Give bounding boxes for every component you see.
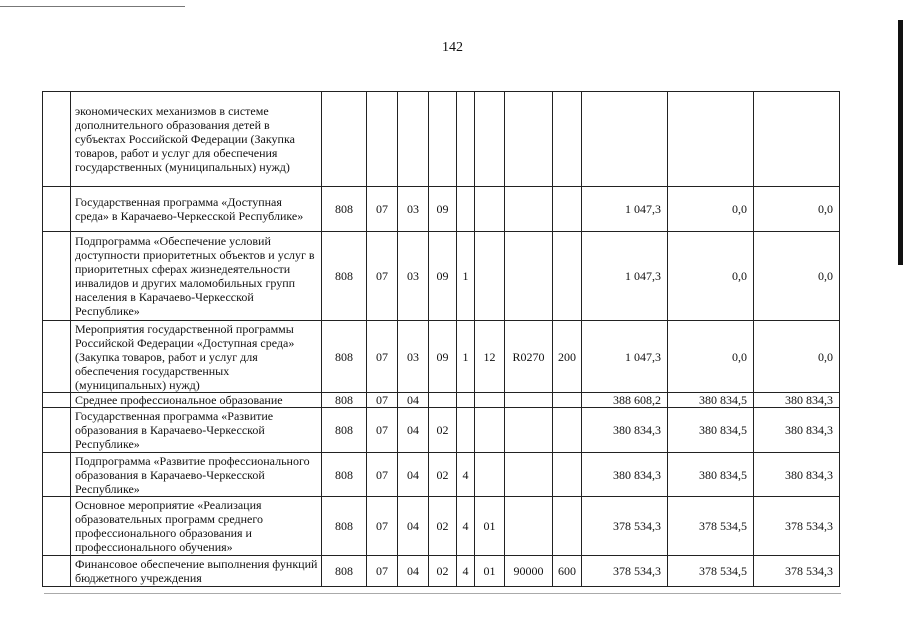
program-code-cell: 09	[429, 187, 457, 232]
blank-cell	[43, 187, 71, 232]
item-name-cell: Подпрограмма «Обеспечение условий доступности приоритетных объектов и услуг в приоритетных сферах жизнедеятельности инвалидов и других маломобильных групп населения в Карачаево-Черкесской Республике»	[71, 232, 322, 321]
table-row	[43, 321, 840, 393]
amount-year3-cell: 0,0	[754, 321, 840, 393]
bottom-rule	[44, 593, 841, 594]
item-name-cell: Мероприятия государственной программы Российской Федерации «Доступная среда» (Закупка товаров, работ и услуг для обеспечения государственных (муниципальных) нужд)	[71, 321, 322, 393]
expense-type-cell	[553, 232, 582, 321]
amount-year2-cell: 0,0	[668, 232, 754, 321]
program-code-cell	[429, 92, 457, 187]
amount-year1-cell: 388 608,2	[582, 393, 668, 408]
ministry-code-cell: 808	[322, 556, 367, 587]
expense-direction-cell	[505, 393, 553, 408]
amount-year1-cell: 378 534,3	[582, 497, 668, 556]
subsection-code-cell: 04	[398, 408, 429, 453]
amount-year2-cell: 380 834,5	[668, 408, 754, 453]
item-name-cell: Государственная программа «Развитие образования в Карачаево-Черкесской Республике»	[71, 408, 322, 453]
amount-year1-cell: 1 047,3	[582, 232, 668, 321]
amount-year3-cell	[754, 92, 840, 187]
subprogram-code-cell	[457, 408, 475, 453]
blank-cell	[43, 453, 71, 497]
main-activity-code-cell: 01	[475, 556, 505, 587]
page-number: 142	[442, 40, 463, 55]
amount-year2-cell: 378 534,5	[668, 556, 754, 587]
table-row	[43, 453, 840, 497]
blank-cell	[43, 556, 71, 587]
main-activity-code-cell	[475, 92, 505, 187]
section-code-cell: 07	[367, 187, 398, 232]
program-code-cell: 02	[429, 556, 457, 587]
amount-year2-cell	[668, 92, 754, 187]
expense-type-cell	[553, 92, 582, 187]
item-name-cell: Среднее профессиональное образование	[71, 393, 322, 408]
blank-cell	[43, 497, 71, 556]
subprogram-code-cell: 4	[457, 497, 475, 556]
expense-direction-cell: 90000	[505, 556, 553, 587]
program-code-cell: 02	[429, 408, 457, 453]
table-row	[43, 408, 840, 453]
main-activity-code-cell	[475, 408, 505, 453]
subsection-code-cell: 04	[398, 453, 429, 497]
expense-direction-cell	[505, 232, 553, 321]
main-activity-code-cell	[475, 232, 505, 321]
subprogram-code-cell	[457, 92, 475, 187]
ministry-code-cell: 808	[322, 393, 367, 408]
program-code-cell: 02	[429, 453, 457, 497]
ministry-code-cell: 808	[322, 232, 367, 321]
section-code-cell: 07	[367, 408, 398, 453]
amount-year3-cell: 0,0	[754, 232, 840, 321]
expense-type-cell	[553, 497, 582, 556]
subprogram-code-cell: 1	[457, 321, 475, 393]
amount-year2-cell: 378 534,5	[668, 497, 754, 556]
main-activity-code-cell: 01	[475, 497, 505, 556]
ministry-code-cell: 808	[322, 408, 367, 453]
expense-direction-cell	[505, 92, 553, 187]
expense-type-cell: 600	[553, 556, 582, 587]
blank-cell	[43, 321, 71, 393]
subsection-code-cell: 04	[398, 393, 429, 408]
item-name-cell: экономических механизмов в системе дополнительного образования детей в субъектах Российской Федерации (Закупка товаров, работ и услуг для обеспечения государственных (муниципальных) нужд)	[71, 92, 322, 187]
amount-year2-cell: 380 834,5	[668, 393, 754, 408]
subsection-code-cell: 04	[398, 556, 429, 587]
blank-cell	[43, 92, 71, 187]
table-row	[43, 556, 840, 587]
amount-year3-cell: 378 534,3	[754, 497, 840, 556]
item-name-cell: Основное мероприятие «Реализация образовательных программ среднего профессионального образования и профессионального обучения»	[71, 497, 322, 556]
expense-type-cell	[553, 453, 582, 497]
table-row	[43, 92, 840, 187]
amount-year1-cell: 380 834,3	[582, 408, 668, 453]
top-rule	[0, 6, 185, 7]
subsection-code-cell: 03	[398, 321, 429, 393]
amount-year1-cell: 1 047,3	[582, 187, 668, 232]
amount-year1-cell: 378 534,3	[582, 556, 668, 587]
section-code-cell: 07	[367, 393, 398, 408]
subprogram-code-cell	[457, 187, 475, 232]
ministry-code-cell: 808	[322, 321, 367, 393]
amount-year1-cell: 1 047,3	[582, 321, 668, 393]
subprogram-code-cell: 4	[457, 453, 475, 497]
amount-year1-cell	[582, 92, 668, 187]
ministry-code-cell: 808	[322, 497, 367, 556]
blank-cell	[43, 393, 71, 408]
section-code-cell: 07	[367, 232, 398, 321]
table-row	[43, 232, 840, 321]
subsection-code-cell	[398, 92, 429, 187]
section-code-cell	[367, 92, 398, 187]
item-name-cell: Государственная программа «Доступная среда» в Карачаево-Черкесской Республике»	[71, 187, 322, 232]
main-activity-code-cell: 12	[475, 321, 505, 393]
expense-direction-cell	[505, 187, 553, 232]
subprogram-code-cell: 4	[457, 556, 475, 587]
table-row	[43, 497, 840, 556]
table-row	[43, 187, 840, 232]
section-code-cell: 07	[367, 453, 398, 497]
amount-year3-cell: 0,0	[754, 187, 840, 232]
main-activity-code-cell	[475, 187, 505, 232]
scan-edge-bar	[898, 20, 903, 265]
amount-year3-cell: 378 534,3	[754, 556, 840, 587]
amount-year3-cell: 380 834,3	[754, 408, 840, 453]
subprogram-code-cell	[457, 393, 475, 408]
amount-year2-cell: 0,0	[668, 187, 754, 232]
main-activity-code-cell	[475, 453, 505, 497]
expense-direction-cell	[505, 453, 553, 497]
expense-type-cell	[553, 393, 582, 408]
budget-table	[42, 91, 840, 587]
item-name-cell: Подпрограмма «Развитие профессионального образования в Карачаево-Черкесской Республике»	[71, 453, 322, 497]
program-code-cell: 09	[429, 321, 457, 393]
table-body	[43, 92, 840, 587]
ministry-code-cell: 808	[322, 187, 367, 232]
table-row	[43, 393, 840, 408]
main-activity-code-cell	[475, 393, 505, 408]
section-code-cell: 07	[367, 556, 398, 587]
ministry-code-cell: 808	[322, 453, 367, 497]
expense-type-cell	[553, 187, 582, 232]
program-code-cell: 02	[429, 497, 457, 556]
amount-year2-cell: 380 834,5	[668, 453, 754, 497]
amount-year3-cell: 380 834,3	[754, 393, 840, 408]
ministry-code-cell	[322, 92, 367, 187]
expense-direction-cell	[505, 497, 553, 556]
program-code-cell: 09	[429, 232, 457, 321]
subprogram-code-cell: 1	[457, 232, 475, 321]
item-name-cell: Финансовое обеспечение выполнения функций бюджетного учреждения	[71, 556, 322, 587]
amount-year2-cell: 0,0	[668, 321, 754, 393]
program-code-cell	[429, 393, 457, 408]
expense-type-cell	[553, 408, 582, 453]
subsection-code-cell: 04	[398, 497, 429, 556]
expense-direction-cell: R0270	[505, 321, 553, 393]
blank-cell	[43, 232, 71, 321]
expense-type-cell: 200	[553, 321, 582, 393]
amount-year3-cell: 380 834,3	[754, 453, 840, 497]
section-code-cell: 07	[367, 321, 398, 393]
section-code-cell: 07	[367, 497, 398, 556]
blank-cell	[43, 408, 71, 453]
subsection-code-cell: 03	[398, 187, 429, 232]
subsection-code-cell: 03	[398, 232, 429, 321]
amount-year1-cell: 380 834,3	[582, 453, 668, 497]
expense-direction-cell	[505, 408, 553, 453]
